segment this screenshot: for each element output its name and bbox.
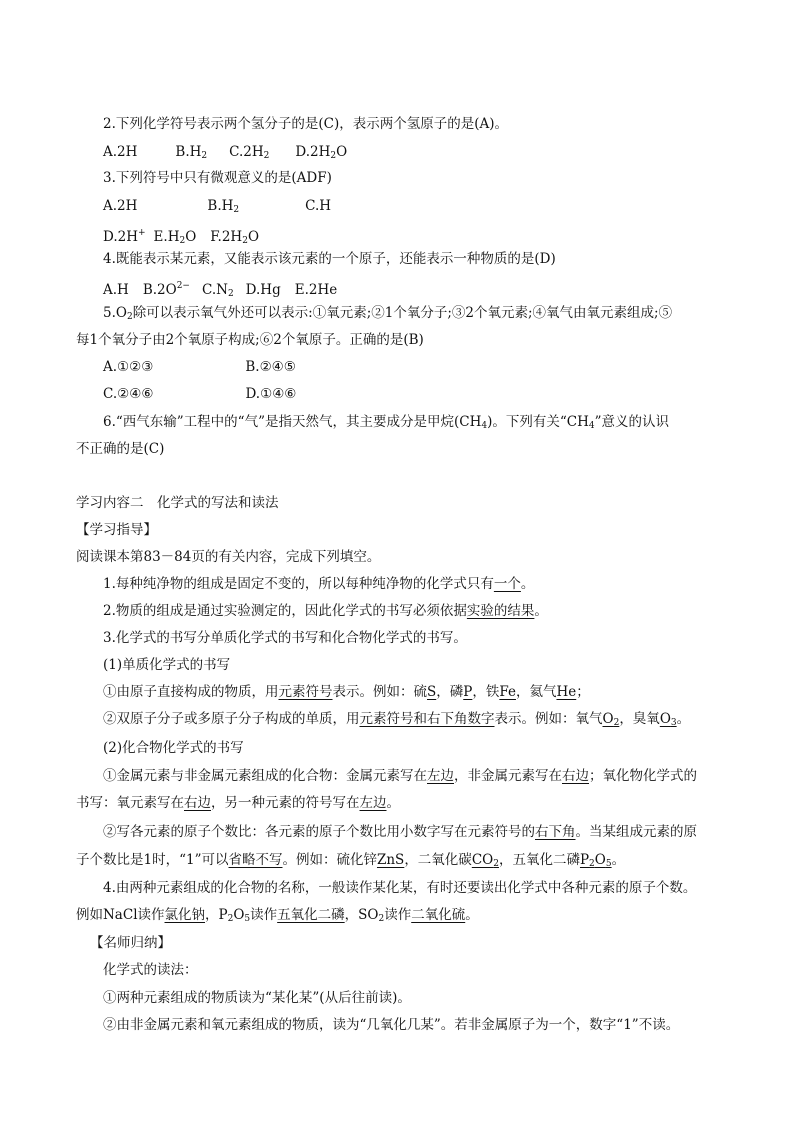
q2-option-c: $C.2H_2$	[229, 144, 270, 161]
answer-blank: 元素符号	[278, 684, 333, 700]
fill-item-3: 3.化学式的书写分单质化学式的书写和化合物化学式的书写。	[103, 630, 467, 646]
q6-line1: 6.“西气东输”工程中的“气”是指天然气，其主要成分是甲烷$(CH_4)$。下列有关“$CH_4$”意义的认识	[103, 414, 670, 431]
section-title: 学习内容二 化学式的写法和读法	[76, 495, 279, 511]
q4-option-a: A.H	[103, 282, 129, 298]
answer-blank: 一个	[493, 576, 521, 592]
q5-line1: $5.O_2$除可以表示氧气外还可以表示:①氧元素;②1个氧分子;③2个氧元素;④氧气由氧元素组成;⑤	[103, 305, 673, 322]
q6-line2: 不正确的是(C)	[76, 441, 165, 457]
learning-guide-heading: 【学习指导】	[76, 522, 157, 538]
answer-blank: 左边	[359, 795, 387, 811]
reading-rule-1: ①两种元素组成的物质读为“某化某”(从后往前读)。	[103, 990, 411, 1006]
answer-blank: S	[427, 684, 437, 700]
reading-method-heading: 化学式的读法：	[103, 962, 198, 978]
q2-option-b: $B.H_2$	[175, 144, 208, 161]
answer-blank: 元素符号和右下角数字	[359, 711, 495, 727]
q3-options-row2	[103, 223, 259, 251]
q3-stem: 3.下列符号中只有微观意义的是(ADF)	[103, 170, 332, 186]
answer-blank: 右边	[184, 795, 211, 811]
q3-option-e: $E.H_2O$	[153, 229, 197, 246]
ratio-rule-line1: ②写各元素的原子个数比：各元素的原子个数比用小数字写在元素符号的右下角。当某组成元素的原	[103, 824, 697, 840]
q2-option-a: A.2H	[103, 144, 138, 160]
answer-blank: P	[463, 684, 473, 700]
subheading-element-formula: (1)单质化学式的书写	[103, 657, 231, 673]
naming-rule-line2: 例如NaCl读作氯化钠，$P_2O_5$读作五氧化二磷，$SO_2$读作二氧化硫。	[76, 907, 479, 924]
element-atomic-rule: ①由原子直接构成的物质，用元素符号表示。例如：硫S，磷P，铁Fe，氦气He；	[103, 684, 590, 700]
answer-blank: $O_2$	[602, 711, 620, 728]
q4-option-d: D.Hg	[245, 282, 281, 298]
q4-options	[103, 276, 337, 304]
answer-blank: ZnS	[376, 852, 405, 868]
q3-option-c: C.H	[305, 198, 332, 214]
q4-stem: 4.既能表示某元素，又能表示该元素的一个原子，还能表示一种物质的是(D)	[103, 251, 556, 267]
fill-item-1: 1.每种纯净物的组成是固定不变的，所以每种纯净物的化学式只有一个。	[103, 576, 535, 592]
q5-option-c: C.②④⑥	[103, 386, 154, 402]
answer-blank: 右边	[562, 768, 589, 784]
answer-blank: 五氧化二磷	[277, 907, 345, 923]
reading-rule-2: ②由非金属元素和氧元素组成的物质，读为“几氧化几某”。若非金属原子为一个，数字“1”不读。	[103, 1017, 680, 1033]
answer-blank: 左边	[427, 768, 454, 784]
q3-option-d: D.2H+	[103, 228, 146, 245]
subheading-compound-formula: (2)化合物化学式的书写	[103, 740, 244, 756]
teacher-summary-heading: 【名师归纳】	[90, 935, 171, 951]
q5-option-d: D.①④⑥	[245, 386, 297, 402]
answer-blank: $CO_2$	[471, 852, 499, 869]
q4-option-e: E.2He	[294, 282, 338, 298]
answer-blank: He	[556, 684, 577, 700]
q5-line2: 每1个氧分子由2个氧原子构成;⑥2个氧原子。正确的是(B)	[76, 332, 424, 348]
answer-blank: Fe	[499, 684, 516, 700]
answer-blank: 实验的结果	[466, 603, 535, 619]
q3-options-row1	[103, 196, 331, 220]
q3-option-f: $F.2H_2O$	[210, 229, 260, 246]
q5-option-a: A.①②③	[103, 359, 154, 375]
fill-item-2: 2.物质的组成是通过实验测定的，因此化学式的书写必须依据实验的结果。	[103, 603, 548, 619]
answer-blank: 氯化钠	[164, 907, 206, 923]
q4-option-b: $B.2O^{2-}$	[142, 281, 190, 298]
q5-options-row2	[103, 384, 296, 404]
answer-blank: 省略不写	[228, 852, 283, 868]
q2-option-d: $D.2H_2O$	[295, 144, 348, 161]
answer-blank: $P_2O_5$	[579, 852, 612, 869]
answer-blank: 二氧化硫	[411, 907, 466, 923]
naming-rule-line1: 4.由两种元素组成的化合物的名称，一般读作某化某，有时还要读出化学式中各种元素的原子个数。	[103, 880, 697, 896]
q3-option-b: $B.H_2$	[207, 198, 240, 215]
element-molecular-rule: ②双原子分子或多原子分子构成的单质，用元素符号和右下角数字表示。例如：氧气$O_2$，臭氧$O_3$。	[103, 711, 691, 728]
compound-rule-line2: 书写：氧元素写在右边，另一种元素的符号写在左边。	[76, 795, 400, 811]
q4-option-c: $C.N_2$	[201, 282, 234, 299]
q5-options-row1	[103, 357, 296, 377]
q5-option-b: B.②④⑤	[245, 359, 296, 375]
q2-options	[103, 142, 347, 166]
compound-rule-line1: ①金属元素与非金属元素组成的化合物：金属元素写在左边，非金属元素写在右边；氧化物化学式的	[103, 768, 697, 784]
q2-stem: 2.下列化学符号表示两个氢分子的是(C)，表示两个氢原子的是(A)。	[103, 116, 509, 132]
q3-option-a: A.2H	[103, 198, 138, 214]
answer-blank: 右下角	[535, 824, 576, 840]
ratio-rule-line2: 子个数比是1时，“1”可以省略不写。例如：硫化锌ZnS，二氧化碳$CO_2$，五氧化二磷$P_2O_5$。	[76, 852, 626, 869]
section-intro: 阅读课本第83－84页的有关内容，完成下列填空。	[76, 549, 381, 565]
answer-blank: $O_3$	[659, 711, 677, 728]
